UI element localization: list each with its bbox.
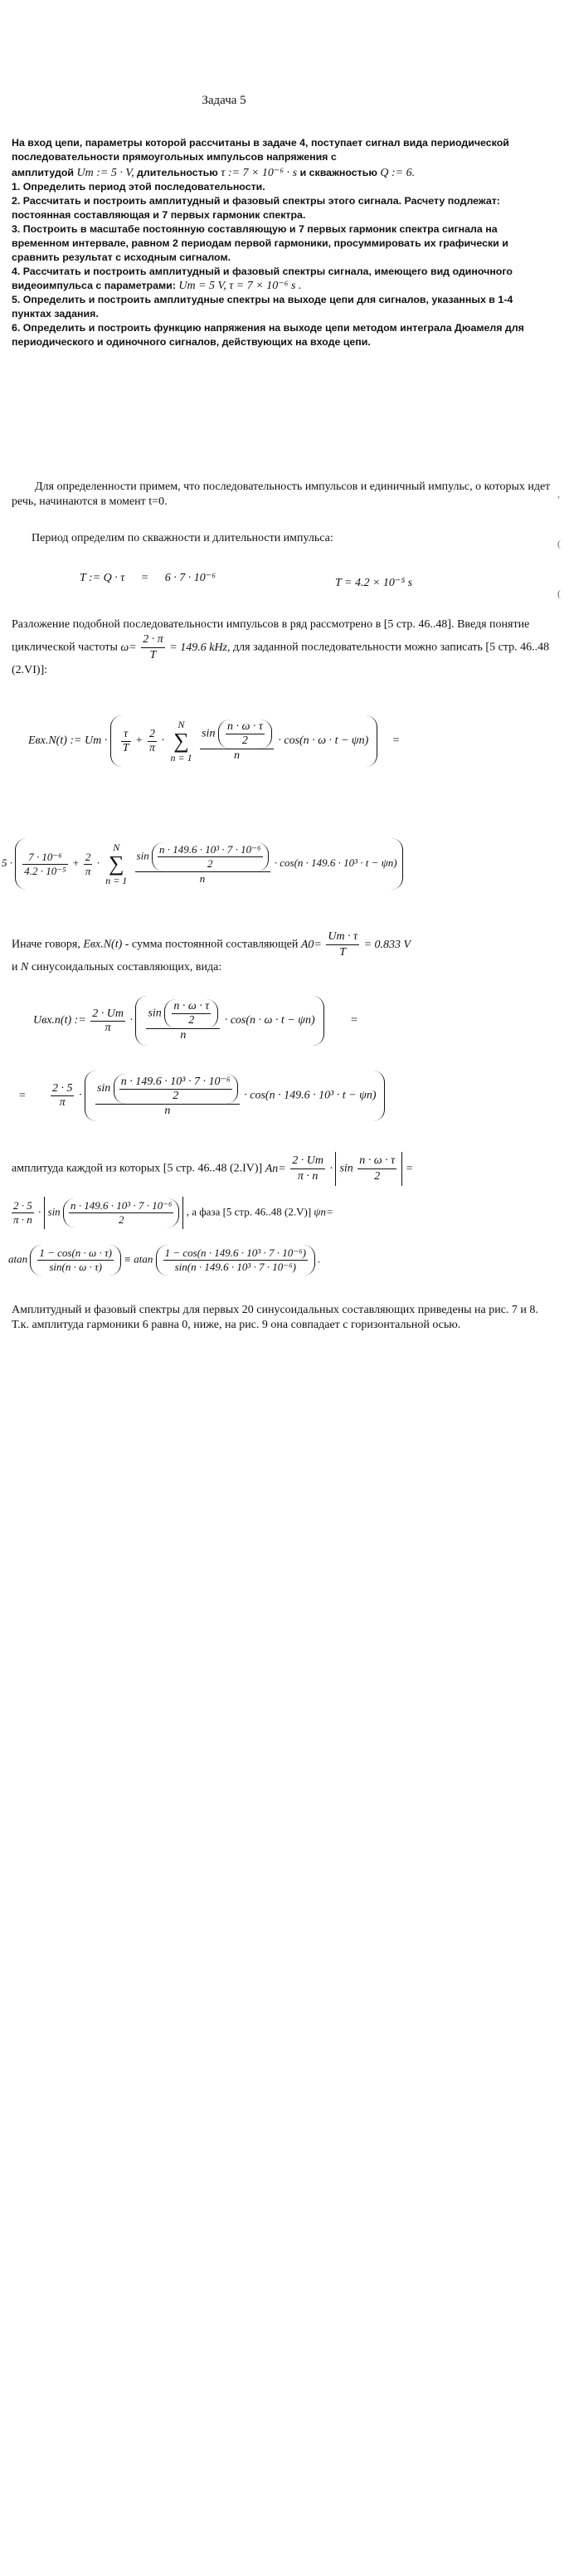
tau-expression: τ := 7 × 10⁻⁶ · s xyxy=(221,167,298,179)
task-item-2: 2. Рассчитать и построить амплитудный и фазовый спектры этого сигнала. Расчету подлежат: постоянная составляющая и 7 первых гармоник спектра. xyxy=(12,195,500,221)
stray-mark: ( xyxy=(557,588,561,599)
an-definition: An= $\frac{2 \cdot Um}{\pi \cdot n}$ · sin $\frac{n \cdot \omega \cdot \tau}{2}$ = xyxy=(265,1163,413,1175)
item4-params: Um = 5 V, τ = 7 × 10⁻⁶ s . xyxy=(178,280,302,292)
eq-amplitude-numeric: $\frac{2 \cdot 5}{\pi \cdot n}$ · sin $\frac{\text{n · 149.6 · 10³ · 7 · 10⁻⁶}}{2}$ , а фаза [5 стр. 46..48 (2.V)] ψn= xyxy=(10,1197,333,1229)
task-item-4: 4. Рассчитать и построить амплитудный и фазовый спектры сигнала, имеющего вид одиночного видеоимпульса с параметрами: Um = 5 V, τ = 7 × 10⁻⁶ s . xyxy=(12,266,513,292)
eq-harmonic: Uвх.n(t) := $\frac{2 \cdot Um}{\pi}$ · sin $\frac{n \cdot \omega \cdot \tau}{2}$ n · cos(n · ω · t − ψn) = xyxy=(33,996,358,1046)
task-duration-label: длительностью xyxy=(137,167,218,178)
paragraph-expansion: Разложение подобной последовательности импульсов в ряд рассмотрено в [5 стр. 46..48]. Введя понятие циклической частоты ω= $\frac{2 \cdot \pi}{T}$ = 149.6 kHz, для заданной последовательности можно записать [5 стр. 46..48 (2.VI)]: xyxy=(12,618,550,676)
task-title: Задача 5 xyxy=(202,94,246,107)
eq-input-series-numeric: 5 · $\frac{\text{7 · 10⁻⁶}}{\text{4.2 · 10⁻⁵}}$ + $\frac{2}{\pi}$ · N ∑ n = 1 sin $\frac{\text{n · 149.6 · 10³ · 7 · 10⁻⁶}}{2}$ n · cos(n · 149.6 · 10³ · t − ψn) xyxy=(2,838,403,890)
task-intro: На вход цепи, параметры которой рассчитаны в задаче 4, поступает сигнал вида периодической последовательности прямоугольных импульсов напряжения с xyxy=(12,137,509,163)
task-item-3: 3. Построить в масштабе постоянную составляющую и 7 первых гармоник спектра сигнала на временном интервале, равном 2 периодам первой гармоники, просуммировать их графически и сравнить результат с исходным сигналом. xyxy=(12,223,508,263)
paragraph-dc-component: Иначе говоря, Eвх.N(t) - сумма постоянной составляющей A0= $\frac{Um \cdot \tau}{T}$ = 0.833 V и N синусоидальных составляющих, вида: xyxy=(12,930,411,973)
task-amplitude-label: амплитудой xyxy=(12,167,75,178)
sum-symbol: N ∑ n = 1 xyxy=(105,842,128,886)
stray-mark: ( xyxy=(557,538,561,549)
stray-mark: , xyxy=(557,488,560,500)
task-item-5: 5. Определить и построить амплитудные спектры на выходе цепи для сигналов, указанных в 1-4 пунктах задания. xyxy=(12,294,513,320)
paragraph-spectra-note: Амплитудный и фазовый спектры для первых 20 синусоидальных составляющих приведены на рис. 7 и 8. Т.к. амплитуда гармоники 6 равна 0, ниже, на рис. 9 она совпадает с горизонтальной осью. xyxy=(12,1304,538,1331)
q-expression: Q := 6. xyxy=(380,167,416,179)
omega-definition: ω= $\frac{2 \cdot \pi}{T}$ = 149.6 kHz, xyxy=(120,633,231,661)
task-duty-label: и скважностью xyxy=(299,167,377,178)
eq-input-series: Eвх.N(t) := Um · $\frac{\tau}{T}$ + $\frac{2}{\pi}$ · N ∑ n = 1 sin $\frac{n \cdot \omega \cdot \tau}{2}$ n · cos(n · ω · t − ψn) = xyxy=(28,715,400,767)
sum-symbol: N ∑ n = 1 xyxy=(170,719,192,764)
task-item-1: 1. Определить период этой последовательности. xyxy=(12,181,265,193)
eq-period-result: T = 4.2 × 10⁻⁵ s xyxy=(335,577,413,589)
task-params-line xyxy=(12,166,542,180)
um-expression: Um := 5 · V, xyxy=(76,167,134,179)
task-description xyxy=(12,136,542,349)
eq-phase: atan $\frac{1 - \cos(n \cdot \omega \cdot \tau)}{\sin(n \cdot \omega \cdot \tau)}$ ≡ atan $\frac{\text{1 − cos(n · 149.6 · 10³ · 7 · 10⁻⁶)}}{\text{sin(n · 149.6 · 10³ · 7 · 10⁻⁶)}}$ . xyxy=(8,1245,320,1276)
eq-period: T := Q · τ = 6 · 7 · 10⁻⁶ xyxy=(80,572,216,584)
a0-definition: A0= $\frac{Um \cdot \tau}{T}$ = 0.833 V xyxy=(300,930,411,959)
paragraph-amplitude: амплитуда каждой из которых [5 стр. 46..48 (2.IV)] An= $\frac{2 \cdot Um}{\pi \cdot n}$ · sin $\frac{n \cdot \omega \cdot \tau}{2}$ = xyxy=(12,1152,551,1186)
paragraph-start-time: Для определенности примем, что последовательность импульсов и единичный импульс, о которых идет речь, начинаются в момент t=0. xyxy=(12,481,551,508)
task-item-6: 6. Определить и построить функцию напряжения на выходе цепи методом интеграла Дюамеля для периодического и одиночного сигналов, действующих на входе цепи. xyxy=(12,322,524,348)
paragraph-period: Период определим по скважности и длительности импульса: xyxy=(32,532,333,544)
eq-harmonic-numeric: = $\frac{2 \cdot 5}{\pi}$ · sin $\frac{\text{n · 149.6 · 10³ · 7 · 10⁻⁶}}{2}$ n · cos(n · 149.6 · 10³ · t − ψn) xyxy=(18,1071,385,1121)
